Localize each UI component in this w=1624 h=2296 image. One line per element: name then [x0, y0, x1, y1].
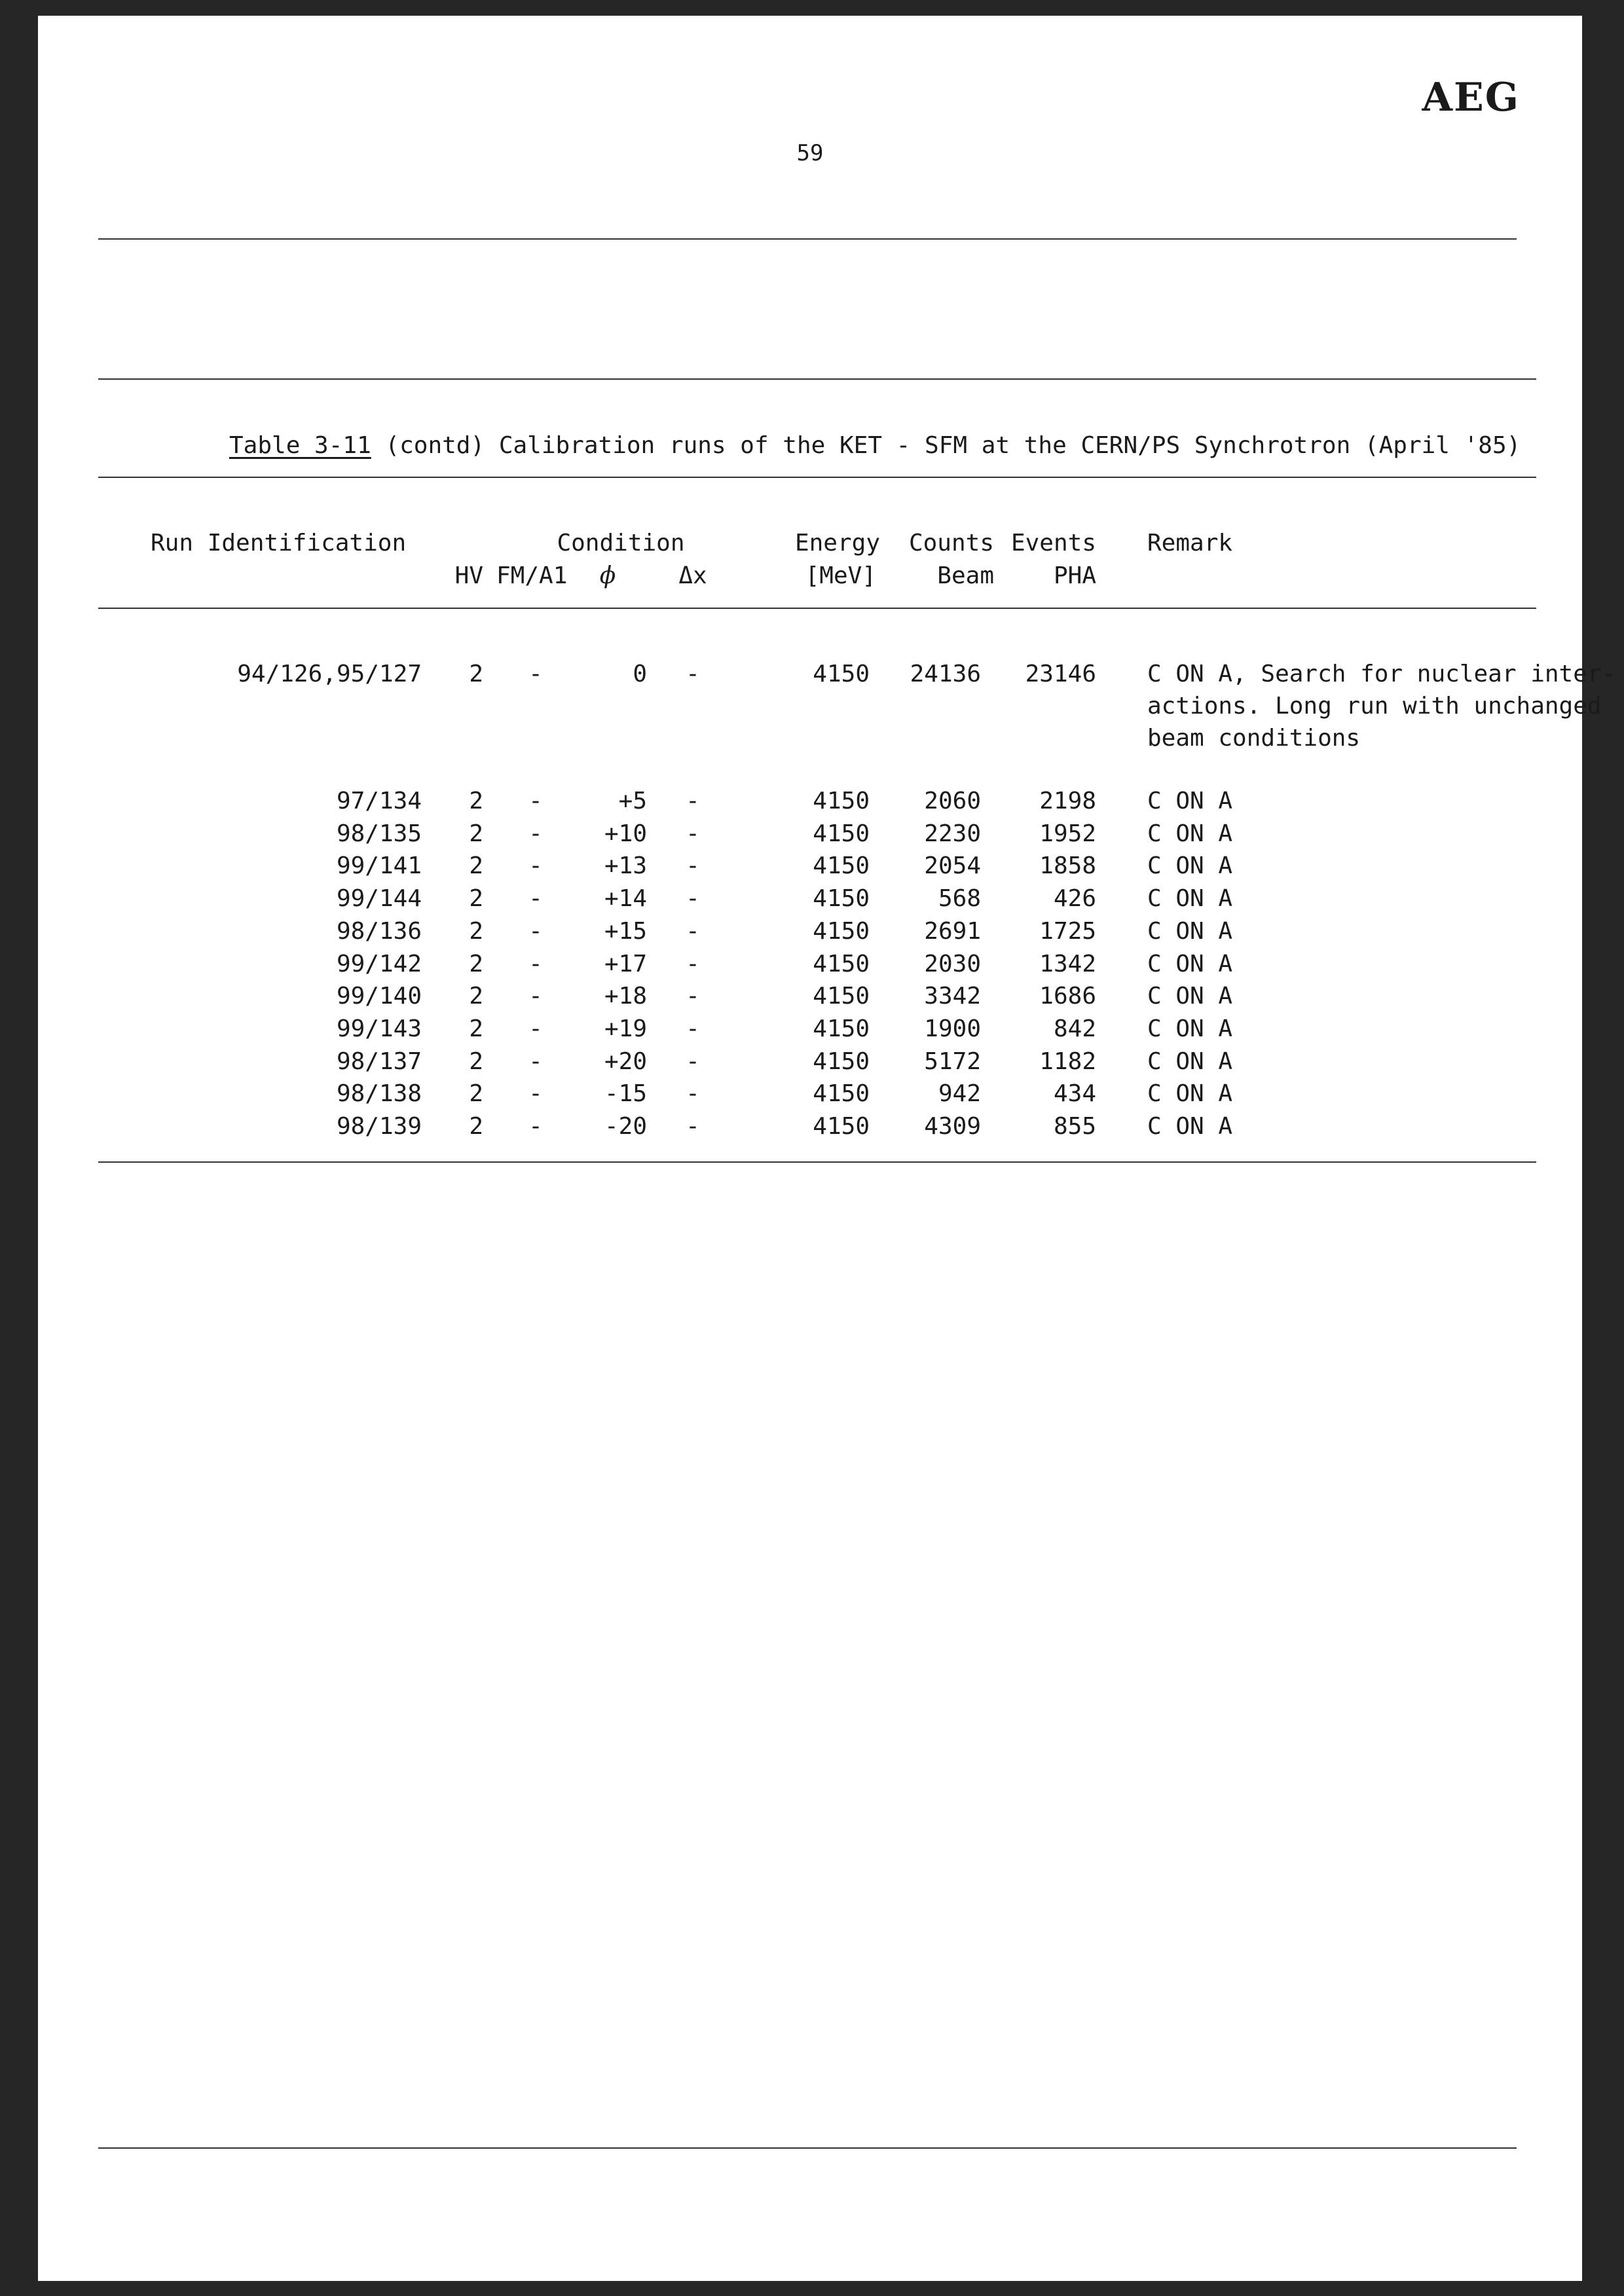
cell-energy: 4150 [813, 820, 870, 847]
cell-fm: - [528, 918, 543, 945]
cell-remark: C ON A [1147, 885, 1233, 912]
cell-events: 1858 [1039, 852, 1096, 879]
cell-dx: - [686, 951, 700, 977]
cell-events: 1182 [1039, 1048, 1096, 1075]
header-delta-x: Δx [678, 562, 707, 589]
header-energy: Energy [794, 530, 880, 556]
cell-run: 98/135 [336, 820, 422, 847]
cell-remark-line: actions. Long run with unchanged [1147, 693, 1602, 720]
cell-run: 98/137 [336, 1048, 422, 1075]
header-events: Events [1010, 530, 1096, 556]
cell-energy: 4150 [813, 885, 870, 912]
cell-hv: 2 [469, 951, 483, 977]
cell-counts: 5172 [924, 1048, 981, 1075]
header-counts-beam: Beam [937, 562, 994, 589]
cell-dx: - [686, 885, 700, 912]
cell-fm: - [528, 983, 543, 1010]
company-logo: AEG [1422, 75, 1520, 120]
cell-events: 842 [1053, 1015, 1096, 1042]
cell-events: 1725 [1039, 918, 1096, 945]
cell-hv: 2 [469, 820, 483, 847]
cell-run: 99/142 [336, 951, 422, 977]
cell-dx: - [686, 983, 700, 1010]
header-bottom-rule [98, 608, 1536, 609]
cell-remark-line: beam conditions [1147, 725, 1361, 752]
cell-hv: 2 [469, 983, 483, 1010]
cell-run: 99/143 [336, 1015, 422, 1042]
caption-top-rule [98, 378, 1536, 380]
cell-run: 97/134 [336, 788, 422, 814]
cell-dx: - [686, 918, 700, 945]
cell-counts: 24136 [910, 661, 981, 687]
cell-events: 434 [1053, 1080, 1096, 1107]
cell-events: 1952 [1039, 820, 1096, 847]
header-condition: Condition [557, 530, 685, 556]
table-reference: Table 3-11 [229, 432, 371, 459]
header-fm-a1: FM/A1 [496, 562, 568, 589]
cell-energy: 4150 [813, 1015, 870, 1042]
cell-dx: - [686, 852, 700, 879]
cell-remark: C ON A [1147, 820, 1233, 847]
cell-fm: - [528, 1048, 543, 1075]
cell-phi: +19 [604, 1015, 647, 1042]
cell-counts: 942 [938, 1080, 981, 1107]
cell-hv: 2 [469, 788, 483, 814]
cell-phi: +14 [604, 885, 647, 912]
cell-phi: -20 [604, 1113, 647, 1140]
cell-remark: C ON A [1147, 788, 1233, 814]
cell-remark: C ON A [1147, 1080, 1233, 1107]
cell-dx: - [686, 1015, 700, 1042]
cell-hv: 2 [469, 885, 483, 912]
cell-hv: 2 [469, 1080, 483, 1107]
cell-remark: C ON A [1147, 983, 1233, 1010]
page-number: 59 [796, 140, 824, 166]
cell-hv: 2 [469, 852, 483, 879]
cell-fm: - [528, 885, 543, 912]
cell-counts: 2230 [924, 820, 981, 847]
cell-run: 98/138 [336, 1080, 422, 1107]
top-divider [98, 238, 1517, 240]
cell-dx: - [686, 1113, 700, 1140]
caption-bottom-rule [98, 477, 1536, 478]
header-hv: HV [454, 562, 483, 589]
cell-energy: 4150 [813, 1113, 870, 1140]
cell-counts: 2060 [924, 788, 981, 814]
cell-remark: C ON A [1147, 852, 1233, 879]
header-phi: ϕ [599, 562, 616, 589]
cell-phi: +18 [604, 983, 647, 1010]
cell-counts: 3342 [924, 983, 981, 1010]
cell-fm: - [528, 661, 543, 687]
cell-fm: - [528, 788, 543, 814]
cell-run: 99/144 [336, 885, 422, 912]
cell-energy: 4150 [813, 661, 870, 687]
cell-counts: 568 [938, 885, 981, 912]
cell-remark-line: C ON A, Search for nuclear inter- [1147, 661, 1616, 687]
cell-phi: -15 [604, 1080, 647, 1107]
cell-hv: 2 [469, 1015, 483, 1042]
cell-hv: 2 [469, 1113, 483, 1140]
cell-phi: +13 [604, 852, 647, 879]
cell-counts: 4309 [924, 1113, 981, 1140]
cell-events: 1342 [1039, 951, 1096, 977]
cell-remark: C ON A [1147, 1113, 1233, 1140]
cell-counts: 2030 [924, 951, 981, 977]
header-energy-unit: [MeV] [805, 562, 876, 589]
cell-fm: - [528, 1113, 543, 1140]
cell-remark: C ON A [1147, 1048, 1233, 1075]
cell-run: 98/136 [336, 918, 422, 945]
cell-energy: 4150 [813, 1080, 870, 1107]
cell-hv: 2 [469, 1048, 483, 1075]
cell-fm: - [528, 951, 543, 977]
cell-energy: 4150 [813, 852, 870, 879]
cell-counts: 2691 [924, 918, 981, 945]
cell-hv: 2 [469, 918, 483, 945]
cell-remark: C ON A [1147, 1015, 1233, 1042]
cell-hv: 2 [469, 661, 483, 687]
cell-dx: - [686, 1080, 700, 1107]
header-remark: Remark [1147, 530, 1233, 556]
cell-fm: - [528, 852, 543, 879]
header-counts: Counts [908, 530, 994, 556]
cell-phi: +5 [618, 788, 647, 814]
cell-energy: 4150 [813, 1048, 870, 1075]
table-bottom-rule [98, 1161, 1536, 1163]
cell-run: 99/141 [336, 852, 422, 879]
cell-run: 94/126,95/127 [237, 661, 422, 687]
document-page [38, 16, 1616, 2281]
cell-energy: 4150 [813, 951, 870, 977]
cell-remark: C ON A [1147, 918, 1233, 945]
table-caption-text: (contd) Calibration runs of the KET - SFM at the CERN/PS Synchrotron (April '85) [371, 432, 1521, 459]
cell-events: 855 [1053, 1113, 1096, 1140]
cell-phi: +15 [604, 918, 647, 945]
cell-energy: 4150 [813, 918, 870, 945]
cell-events: 426 [1053, 885, 1096, 912]
cell-dx: - [686, 1048, 700, 1075]
cell-energy: 4150 [813, 788, 870, 814]
cell-dx: - [686, 661, 700, 687]
cell-phi: +20 [604, 1048, 647, 1075]
footer-divider [98, 2147, 1517, 2149]
header-events-pha: PHA [1053, 562, 1096, 589]
cell-events: 2198 [1039, 788, 1096, 814]
cell-run: 98/139 [336, 1113, 422, 1140]
cell-fm: - [528, 1015, 543, 1042]
cell-events: 23146 [1025, 661, 1096, 687]
cell-run: 99/140 [336, 983, 422, 1010]
cell-energy: 4150 [813, 983, 870, 1010]
cell-fm: - [528, 820, 543, 847]
cell-counts: 2054 [924, 852, 981, 879]
header-run-identification: Run Identification [151, 530, 407, 556]
cell-events: 1686 [1039, 983, 1096, 1010]
cell-fm: - [528, 1080, 543, 1107]
cell-phi: +17 [604, 951, 647, 977]
table-caption [229, 432, 1521, 459]
cell-counts: 1900 [924, 1015, 981, 1042]
cell-phi: +10 [604, 820, 647, 847]
cell-phi: 0 [633, 661, 647, 687]
cell-remark: C ON A [1147, 951, 1233, 977]
cell-dx: - [686, 788, 700, 814]
cell-dx: - [686, 820, 700, 847]
